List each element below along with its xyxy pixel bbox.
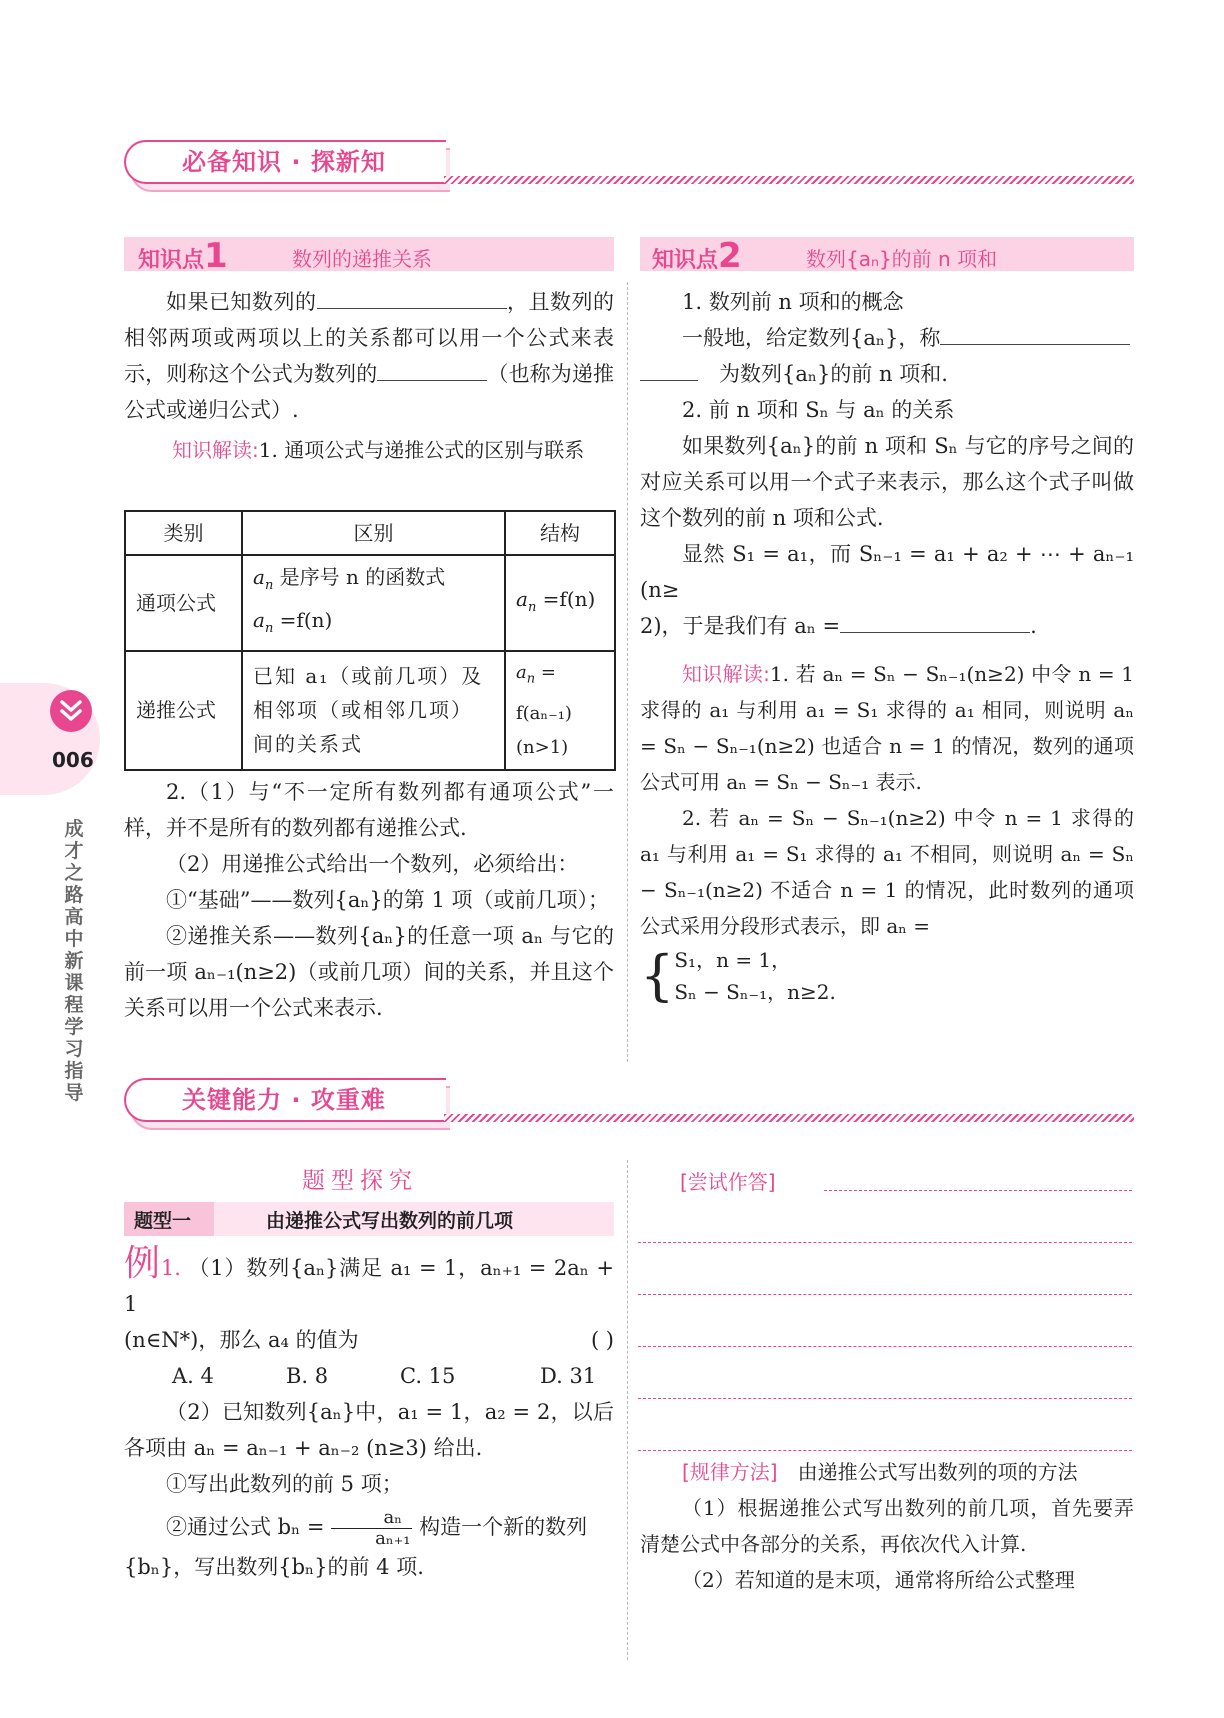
answer-line[interactable]	[638, 1294, 1132, 1295]
stripe-decoration	[444, 1114, 1134, 1122]
explore-heading: 题型探究	[302, 1168, 418, 1194]
knowledge-point-1-tag: 知识点1	[138, 236, 228, 276]
try-answer-label: [尝试作答]	[680, 1170, 776, 1194]
answer-line[interactable]	[638, 1346, 1132, 1347]
blank-4	[640, 358, 698, 381]
answer-line[interactable]	[824, 1190, 1132, 1191]
blank-2	[377, 358, 487, 381]
table-cell: $a_n =f(n)$	[505, 555, 615, 651]
question-type-title: 由递推公式写出数列的前几项	[266, 1210, 514, 1232]
page-number: 006	[52, 748, 94, 772]
choice[interactable]: A. 4	[172, 1364, 214, 1388]
example-mark: 例	[124, 1243, 161, 1284]
answer-line[interactable]	[638, 1450, 1132, 1451]
choice[interactable]: D. 31	[540, 1364, 597, 1388]
kp1-interpretation: 知识解读:1. 通项公式与递推公式的区别与联系	[172, 438, 585, 462]
answer-line[interactable]	[638, 1398, 1132, 1399]
table-cell: 通项公式	[125, 555, 242, 651]
section-title: 关键能力 · 攻重难	[182, 1086, 386, 1114]
blank-1	[317, 286, 507, 309]
kp1-definition: 如果已知数列的 ，且数列的相邻两项或两项以上的关系都可以用一个公式来表示，则称这个公式为数列的 （也称为递推公式或递归公式）.	[124, 284, 614, 428]
section-title: 必备知识 · 探新知	[182, 148, 386, 176]
blank-5	[840, 610, 1030, 633]
comparison-table	[124, 510, 616, 771]
stripe-decoration	[444, 176, 1134, 184]
table-cell: $a_n = f(a_{n-1})$ (n>1)	[505, 651, 615, 770]
kp2-interpretation: 知识解读:1. 若 aₙ = Sₙ − Sₙ₋₁(n≥2) 中令 n = 1 求得的 a₁ 与利用 a₁ = S₁ 求得的 a₁ 相同，则说明 aₙ = Sₙ − Sₙ₋₁(n≥2) 也适合 n = 1 的情况，数列的通项公式可用 aₙ = Sₙ − Sₙ₋₁ 表示. 2. 若 aₙ = Sₙ − Sₙ₋₁(n≥2) 中令 n = 1 求得的 a₁ 与利用 a₁ = S₁ 求得的 a₁ 不相同，则说明 aₙ = Sₙ − Sₙ₋₁(n≥2) 不适合 n = 1 的情况，此时数列的通项公式采用分段形式表示，即 aₙ = { S₁，n = 1， Sₙ − Sₙ₋₁，n≥2.	[640, 662, 1134, 1007]
rule-method-label: [规律方法]	[682, 1460, 778, 1484]
section-banner-knowledge	[124, 140, 1134, 202]
question-type-tag: 题型一	[134, 1210, 192, 1232]
table-cell: $a_n$ 是序号 n 的函数式 $a_n =f(n)$	[242, 555, 505, 651]
table-header: 类别	[125, 511, 242, 555]
column-divider	[627, 282, 628, 1062]
table-cell: 已知 a₁（或前几项）及相邻项（或相邻几项）间的关系式	[242, 651, 505, 770]
table-cell: 递推公式	[125, 651, 242, 770]
rule-method: [规律方法] 由递推公式写出数列的项的方法 （1）根据递推公式写出数列的前几项，首先要弄清楚公式中各部分的关系，再依次代入计算. （2）若知道的是末项，通常将所给公式整理	[640, 1460, 1134, 1592]
blank-3	[940, 322, 1130, 345]
kp1-notes: 2.（1）与“不一定所有数列都有通项公式”一样，并不是所有的数列都有递推公式. （2）用递推公式给出一个数列，必须给出： ①“基础”——数列{aₙ}的第 1 项（或前几项）； ②递推关系——数列{aₙ}的任意一项 aₙ 与它的前一项 aₙ₋₁(n≥2)（或前几项）间的关系，并且这个关系可以用一个公式来表示.	[124, 780, 614, 1020]
knowledge-point-2-title: 数列{aₙ}的前 n 项和	[806, 247, 998, 271]
knowledge-point-2-tag: 知识点2	[652, 236, 742, 276]
choice[interactable]: C. 15	[400, 1364, 456, 1388]
answer-line[interactable]	[638, 1242, 1132, 1243]
table-header: 区别	[242, 511, 505, 555]
example-1: 例1. （1）数列{aₙ}满足 a₁ = 1，aₙ₊₁ = 2aₙ + 1 (n∈N*)，那么 a₄ 的值为 ( ) A. 4 B. 8 C. 15 D. 31 （2）已知数列{aₙ}中，a₁ = 1，a₂ = 2，以后各项由 aₙ = aₙ₋₁ + aₙ₋₂ (n≥3) 给出. ①写出此数列的前 5 项； ②通过公式 bₙ = $\frac{\text{aₙ}}{\text{aₙ₊₁}}$ 构造一个新的数列 {bₙ}，写出数列{bₙ}的前 4 项.	[124, 1243, 614, 1579]
choice[interactable]: B. 8	[286, 1364, 329, 1388]
knowledge-point-1-title: 数列的递推关系	[292, 247, 432, 271]
chevron-down-icon	[50, 690, 92, 732]
kp2-content: 1. 数列前 n 项和的概念 一般地，给定数列{aₙ}，称 为数列{aₙ}的前 n 项和. 2. 前 n 项和 Sₙ 与 aₙ 的关系 如果数列{aₙ}的前 n 项和 Sₙ 与它的序号之间的对应关系可以用一个式子来表示，那么这个式子叫做这个数列的前 n 项和公式. 显然 S₁ = a₁，而 Sₙ₋₁ = a₁ + a₂ + ⋯ + aₙ₋₁ (n≥ 2)，于是我们有 aₙ = .	[640, 290, 1134, 638]
side-vertical-text: 成才之路 高中新课程学习指导	[64, 818, 84, 1104]
column-divider	[627, 1160, 628, 1660]
section-banner-ability	[124, 1078, 1134, 1140]
table-header: 结构	[505, 511, 615, 555]
